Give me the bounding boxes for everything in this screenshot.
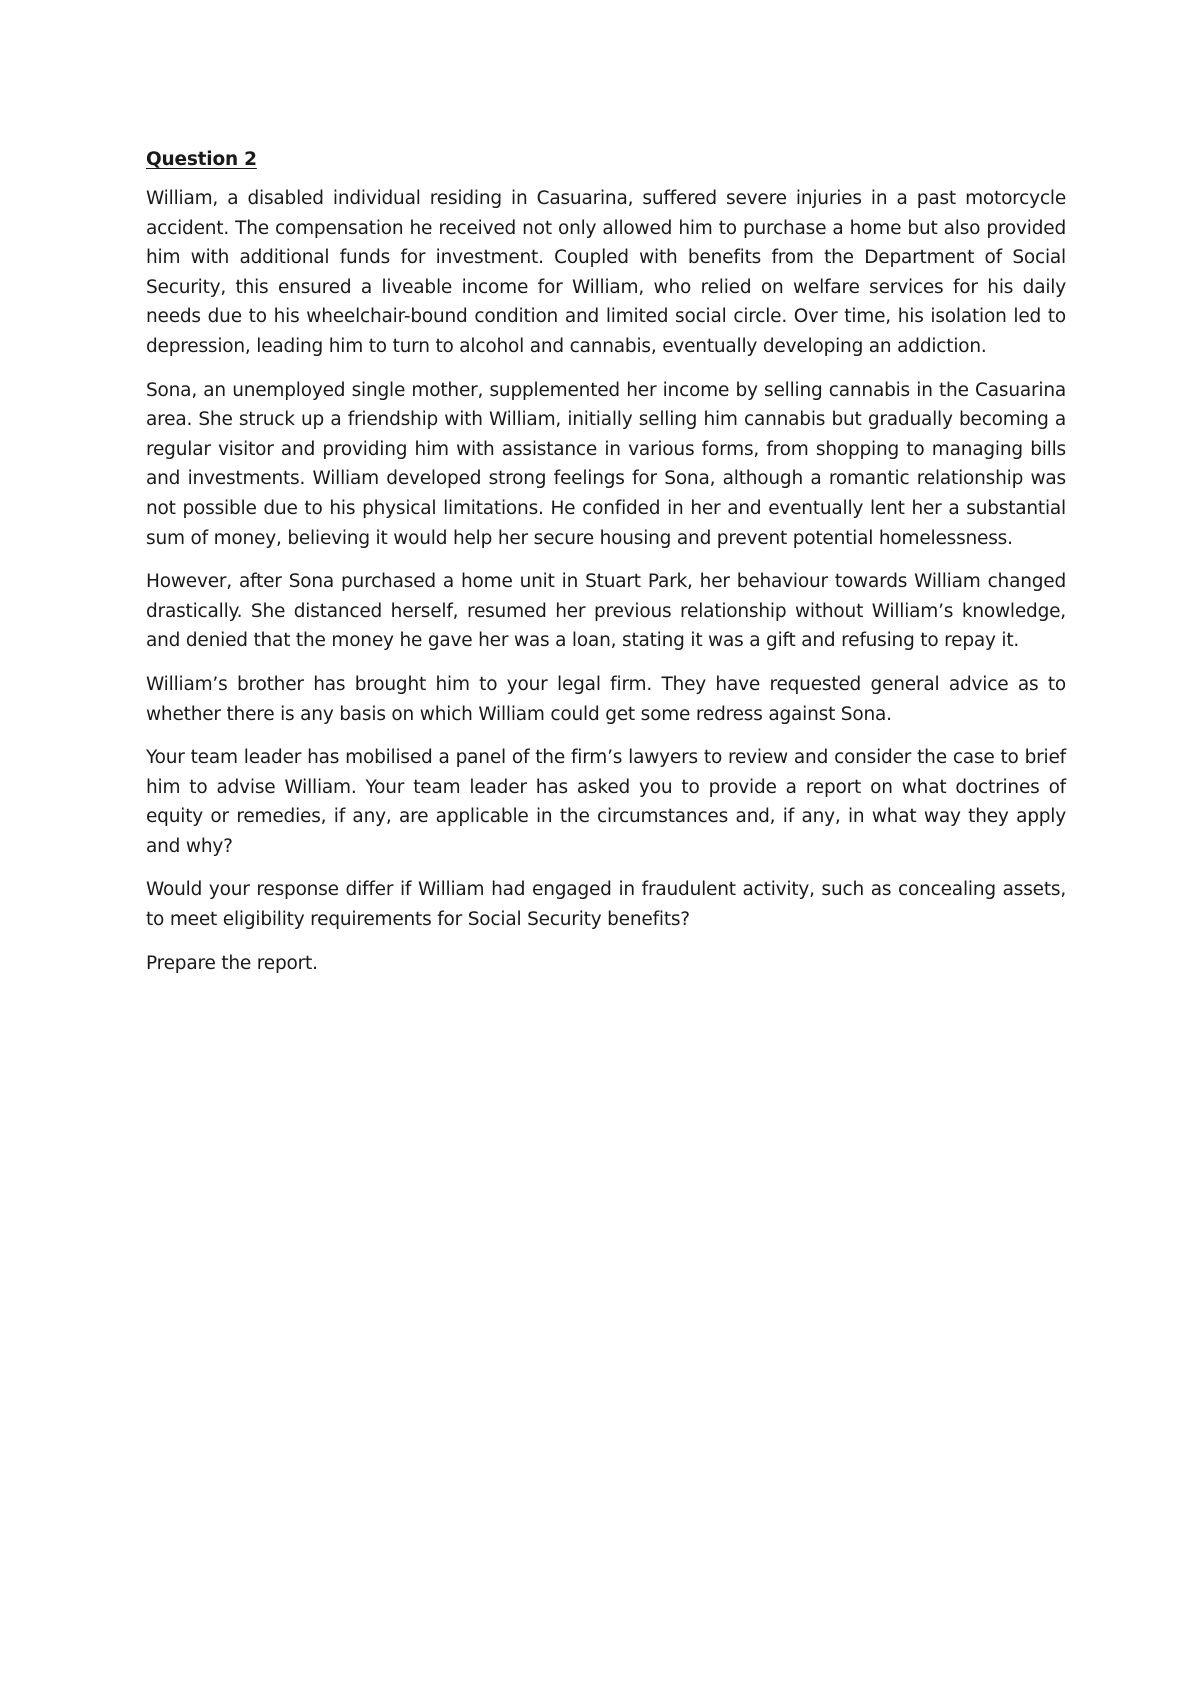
paragraph-sona-friendship: Sona, an unemployed single mother, supplemented her income by selling cannabis in the Casuarina area. She struck up a friendship with William, initially selling him cannabis but gradually becoming a regular visitor and providing him with assistance in various forms, from shopping to managing bills and investments. William developed strong feelings for Sona, although a romantic relationship was not possible due to his physical limitations. He confided in her and eventually lent her a substantial sum of money, believing it would help her secure housing and prevent potential homelessness. (146, 379, 1066, 549)
paragraph-behaviour-change: However, after Sona purchased a home unit in Stuart Park, her behaviour towards William changed drastically. She distanced herself, resumed her previous relationship without William’s knowledge, and denied that the money he gave her was a loan, stating it was a gift and refusing to repay it. (146, 571, 1066, 652)
paragraph-william-background: William, a disabled individual residing in Casuarina, suffered severe injuries in a past motorcycle accident. The compensation he received not only allowed him to purchase a home but also provided him with additional funds for investment. Coupled with benefits from the Department of Social Security, this ensured a liveable income for William, who relied on welfare services for his daily needs due to his wheelchair-bound condition and limited social circle. Over time, his isolation led to depression, leading him to turn to alcohol and cannabis, eventually developing an addiction. (146, 188, 1066, 357)
paragraph-instruction: Prepare the report. (146, 952, 318, 974)
question-heading: Question 2 (146, 149, 257, 170)
document-body (146, 148, 1066, 992)
paragraph-fraud-question: Would your response differ if William had engaged in fraudulent activity, such as concealing assets, to meet eligibility requirements for Social Security benefits? (146, 879, 1066, 931)
paragraph-team-leader-task: Your team leader has mobilised a panel of the firm’s lawyers to review and consider the case to brief him to advise William. Your team leader has asked you to provide a report on what doctrines of equity or remedies, if any, are applicable in the circumstances and, if any, in what way they apply and why? (146, 747, 1066, 857)
paragraph-brother-request: William’s brother has brought him to your legal firm. They have requested general advice as to whether there is any basis on which William could get some redress against Sona. (146, 673, 1066, 725)
